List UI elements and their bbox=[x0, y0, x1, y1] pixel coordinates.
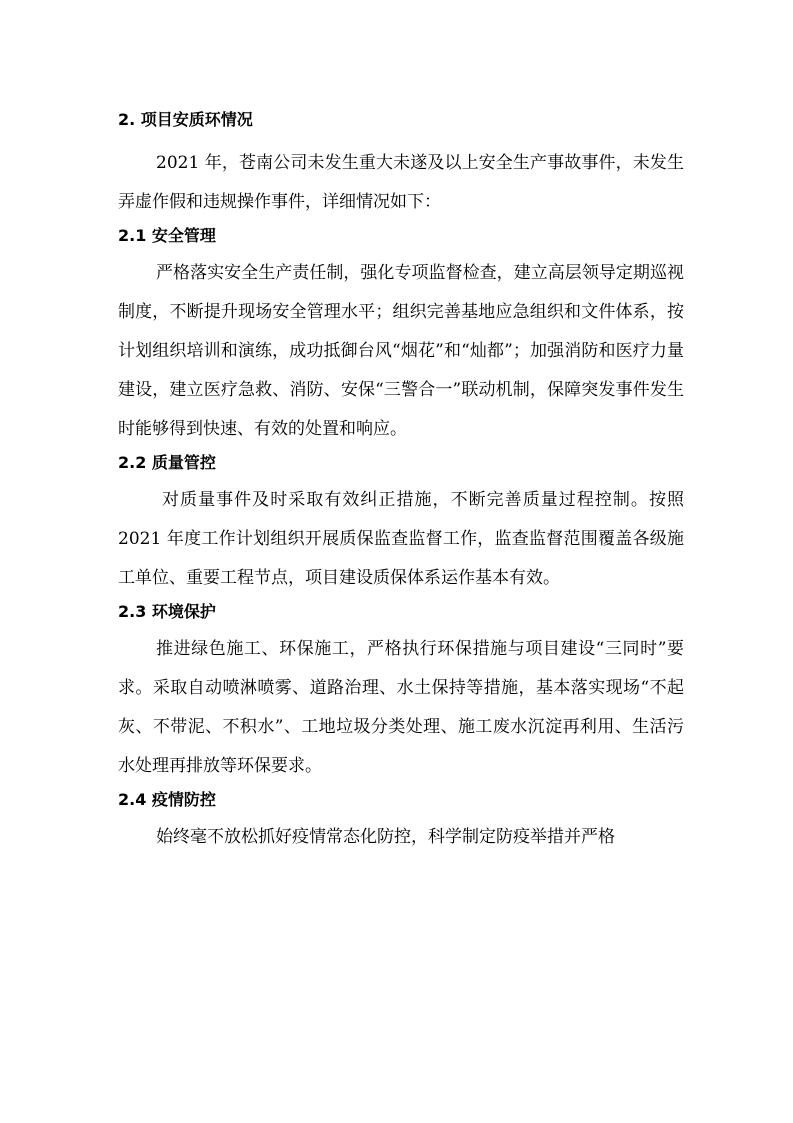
section-heading-project-safety: 2. 项目安质环情况 bbox=[118, 110, 253, 129]
section-heading-epidemic-prevention: 2.4 疫情防控 bbox=[118, 790, 216, 809]
section-heading-environmental-protection: 2.3 环境保护 bbox=[118, 602, 216, 621]
section-paragraph-safety-management: 严格落实安全生产责任制，强化专项监督检查，建立高层领导定期巡视制度，不断提升现场安全管理水平；组织完善基地应急组织和文件体系，按计划组织培训和演练，成功抵御台风“烟花”和“灿都”；加强消防和医疗力量建设，建立医疗急救、消防、安保“三警合一”联动机制，保障突发事件发生时能够得到快速、有效的处置和响应。 bbox=[118, 263, 684, 439]
document-page bbox=[118, 95, 684, 857]
section-heading-quality-control: 2.2 质量管控 bbox=[118, 453, 216, 472]
section-paragraph-project-safety: 2021 年，苍南公司未发生重大未遂及以上安全生产事故事件，未发生弄虚作假和违规操作事件，详细情况如下： bbox=[118, 153, 684, 212]
section-paragraph-environmental-protection: 推进绿色施工、环保施工，严格执行环保措施与项目建设“三同时”要求。采取自动喷淋喷雾、道路治理、水土保持等措施，基本落实现场“不起灰、不带泥、不积水”、工地垃圾分类处理、施工废水沉淀再利用、生活污水处理再排放等环保要求。 bbox=[118, 639, 684, 776]
section-heading-safety-management: 2.1 安全管理 bbox=[118, 226, 216, 245]
section-paragraph-quality-control: 对质量事件及时采取有效纠正措施，不断完善质量过程控制。按照 2021 年度工作计划组织开展质保监查监督工作，监查监督范围覆盖各级施工单位、重要工程节点，项目建设质保体系运作基本有效。 bbox=[118, 490, 684, 588]
section-paragraph-epidemic-prevention: 始终毫不放松抓好疫情常态化防控，科学制定防疫举措并严格 bbox=[156, 827, 615, 847]
